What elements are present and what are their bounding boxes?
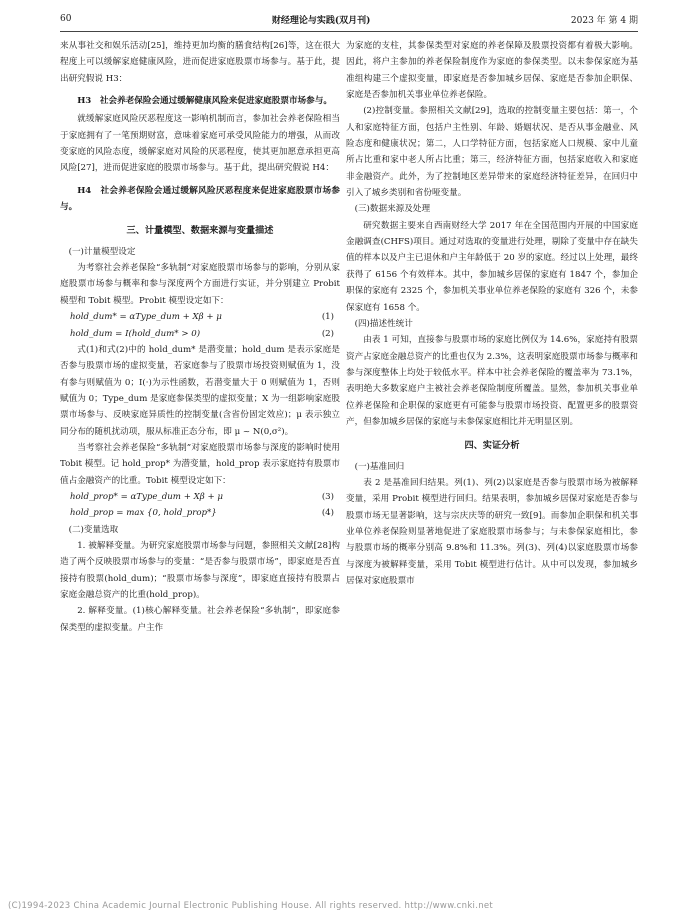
paragraph: 就缓解家庭风险厌恶程度这一影响机制而言，参加社会养老保险相当于家庭拥有了一笔预期财富，意味着家庭可承受风险能力的增强，从而改变家庭的风险态度，缓解家庭对风险的厌恶程度，使其更加愿意承担更高风险[27]，进而促进家庭的股票市场参与。基于此，提出研究假说 H4： <box>60 114 340 174</box>
equation-2 <box>60 326 340 342</box>
equation-4 <box>60 505 340 521</box>
right-column <box>346 38 638 589</box>
page-header <box>60 8 638 30</box>
equation-body: hold_prop* = αType_dum + Xβ + μ <box>70 491 223 502</box>
section-heading-3: 三、计量模型、数据来源与变量描述 <box>126 225 274 237</box>
paragraph: 1. 被解释变量。为研究家庭股票市场参与问题，参照相关文献[28]构造了两个反映股票市场参与的变量：“是否参与股票市场”，即家庭是否直接持有股票(hold_dum)；“股票市场参与深度”，即家庭直接持有股票占家庭金融总资产的比重(hold_prop)。 <box>60 540 340 600</box>
equation-body: hold_prop = max {0, hold_prop*} <box>70 508 217 519</box>
subsection-data: (三)数据来源及处理 <box>354 204 431 215</box>
section-heading-4: 四、实证分析 <box>464 440 520 452</box>
hypothesis-h3: H3 社会养老保险会通过缓解健康风险来促进家庭股票市场参与。 <box>77 96 332 107</box>
paragraph: (2)控制变量。参照相关文献[29]，选取的控制变量主要包括：第一，个人和家庭特征方面，包括户主性别、年龄、婚姻状况、是否从事金融业、风险态度和健康状况；第二，人口学特征方面，包括家庭人口规模、家中儿童所占比重和家中老人所占比重；第三，经济特征方面，包括家庭收入和家庭非金融资产。此外，为了控制地区差异带来的家庭经济特征差异，在回归中引入了城乡类别和省份哑变量。 <box>346 106 638 199</box>
header-rule <box>60 31 638 32</box>
left-column <box>60 38 340 636</box>
issue-label: 2023 年 第 4 期 <box>570 15 638 26</box>
paragraph: 式(1)和式(2)中的 hold_dum* 是潜变量；hold_dum 是表示家庭是否参与股票市场的虚拟变量，若家庭参与了股票市场投资则赋值为 1，没有参与则赋值为 0；I(·)为示性函数，若潜变量大于 0 则赋值为 1，否则赋值为 0；Type_dum 是家庭参保类型的虚拟变量；X 为一组影响家庭股票市场参与、反映家庭异质性的控制变量(含省份固定效应)；μ 表示独立同分布的随机扰动项，服从标准正态分布，即 μ ~ N(0,σ²)。 <box>60 344 340 437</box>
subsection-descriptive: (四)描述性统计 <box>354 318 413 329</box>
equation-1 <box>60 309 340 325</box>
subsection-baseline: (一)基准回归 <box>354 461 405 472</box>
equation-number: (4) <box>321 508 334 519</box>
paragraph: 为家庭的支柱，其参保类型对家庭的养老保障及股票投资都有着极大影响。因此，将户主参加的养老保险制度作为家庭的参保类型。以未参保家庭为基准组构建三个虚拟变量，即家庭是否参加城乡居保、家庭是否参加企职保、家庭是否参加机关事业单位养老保险。 <box>346 41 638 101</box>
journal-title: 财经理论与实践(双月刊) <box>271 15 371 26</box>
paragraph: 当考察社会养老保险“多轨制”对家庭股票市场参与深度的影响时使用 Tobit 模型。记 hold_prop* 为潜变量，hold_prop 表示家庭持有股票市值占金融资产的比重。Tobit 模型设定如下： <box>60 442 340 486</box>
hypothesis-h4: H4 社会养老保险会通过缓解风险厌恶程度来促进家庭股票市场参与。 <box>60 185 340 213</box>
subsection-variables: (二)变量选取 <box>68 524 119 535</box>
page-number: 60 <box>60 14 72 24</box>
paragraph: 研究数据主要来自西南财经大学 2017 年在全国范围内开展的中国家庭金融调查(CHFS)项目。通过对选取的变量进行处理，剔除了变量中存在缺失值的样本以及户主已退休和户主年龄低于 20 岁的家庭。经过以上处理，最终获得了 6156 个有效样本。其中，参加城乡居保的家庭有 1847 个，参加企职保的家庭有 2325 个，参加机关事业单位养老保险的家庭有 326 个，未参保家庭有 1658 个。 <box>346 220 638 313</box>
copyright-footer: (C)1994-2023 China Academic Journal Electronic Publishing House. All rights reserved. http://www.cnki.net <box>8 901 494 911</box>
paragraph: 2. 解释变量。(1)核心解释变量。社会养老保险“多轨制”，即家庭参保类型的虚拟变量。户主作 <box>60 606 340 633</box>
equation-body: hold_dum* = αType_dum + Xβ + μ <box>70 312 222 323</box>
paragraph: 表 2 是基准回归结果。列(1)、列(2)以家庭是否参与股票市场为被解释变量，采用 Probit 模型进行回归。结果表明，参加城乡居保对家庭是否参与股票市场无显著影响，这与宗庆庆等的研究一致[9]。而参加企职保和机关事业单位养老保险则显著地促进了家庭股票市场参与；与未参保家庭相比，参与股票市场的概率分别高 9.8%和 11.3%。列(3)、列(4)以家庭股票市场参与深度为被解释变量，采用 Tobit 模型进行估计。从中可以发现，参加城乡居保对家庭股票市 <box>346 477 638 586</box>
subsection-model: (一)计量模型设定 <box>68 246 136 257</box>
paragraph: 由表 1 可知，直接参与股票市场的家庭比例仅为 14.6%，家庭持有股票资产占家庭金融总资产的比重也仅为 2.3%，这表明家庭股票市场参与概率和参与深度整体上均处于较低水平。样本中社会养老保险的覆盖率为 73.1%，表明绝大多数家庭户主被社会养老保险制度所覆盖。显然，参加机关事业单位养老保险和企职保的家庭更有可能参与股票市场投资、配置更多的股票资产，但参加城乡居保的家庭与未参保家庭相比并无明显区别。 <box>346 335 638 427</box>
equation-body: hold_dum = I(hold_dum* > 0) <box>70 328 201 339</box>
paragraph: 来从事社交和娱乐活动[25]，维持更加均衡的膳食结构[26]等，这在很大程度上可以缓解家庭健康风险，进而促进家庭股票市场参与。基于此，提出研究假说 H3： <box>60 41 340 84</box>
paragraph: 为考察社会养老保险“多轨制”对家庭股票市场参与的影响，分别从家庭股票市场参与概率和参与深度两个方面进行实证，并分别建立 Probit 模型和 Tobit 模型。Probit 模型设定如下： <box>60 263 340 306</box>
equation-number: (2) <box>321 328 334 339</box>
equation-number: (1) <box>321 312 334 323</box>
equation-number: (3) <box>321 491 334 502</box>
equation-3 <box>60 489 340 505</box>
